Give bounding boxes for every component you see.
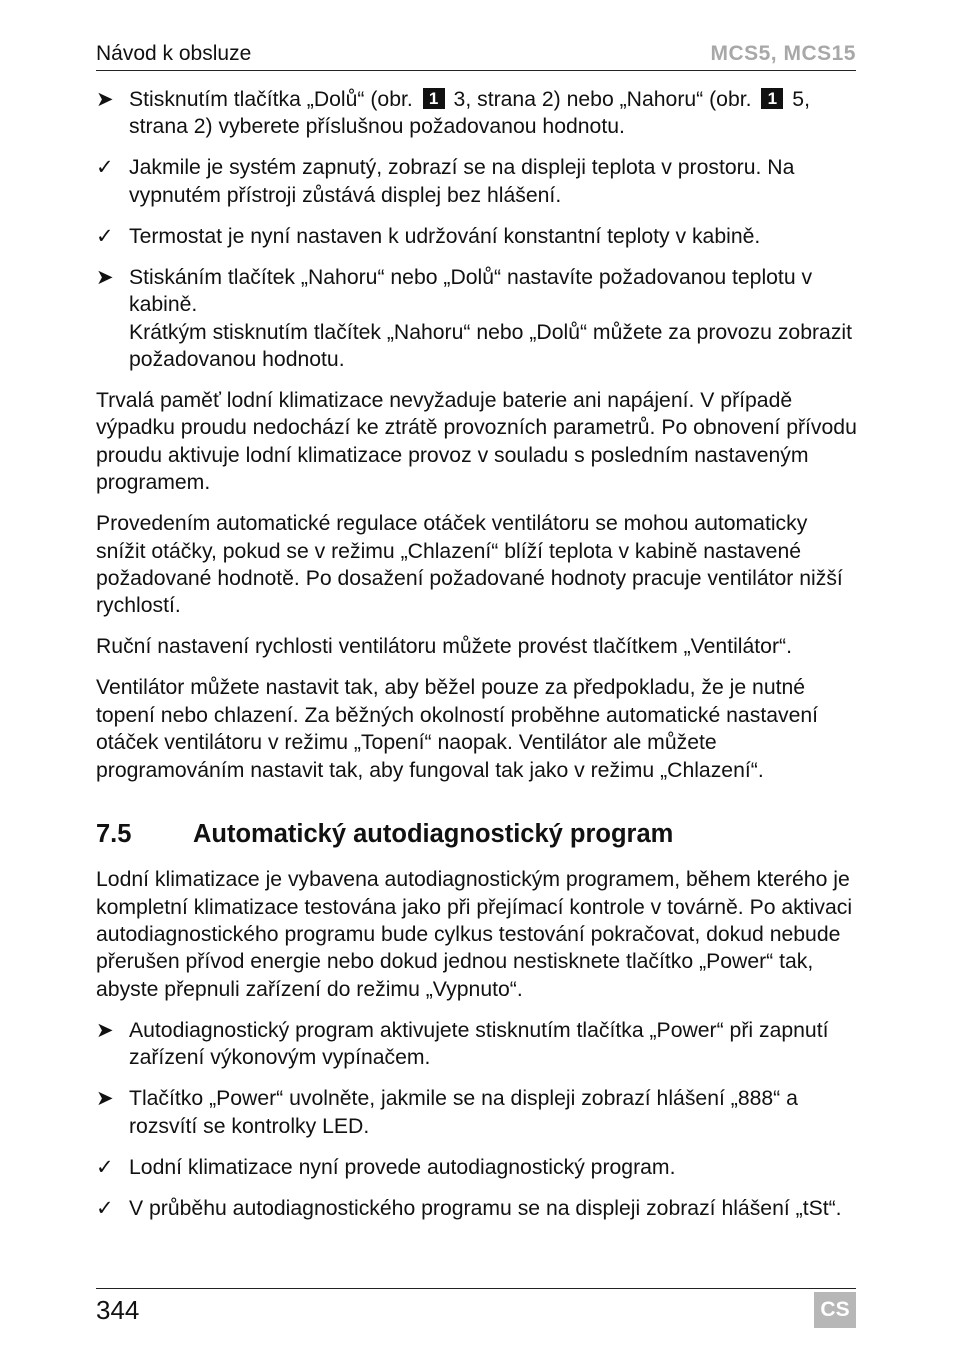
instruction-item	[96, 1017, 858, 1072]
arrow-icon: ➤	[96, 265, 114, 289]
result-item	[96, 223, 858, 250]
item-text: Termostat je nyní nastaven k udržování konstantní teploty v kabině.	[129, 224, 761, 248]
figure-ref-badge: 1	[761, 88, 783, 109]
item-text: Autodiagnostický program aktivujete stisknutím tlačítka „Power“ při zapnutí zařízení výkonovým vypínačem.	[129, 1018, 829, 1070]
result-item	[96, 1154, 858, 1181]
instruction-item	[96, 1085, 858, 1140]
section-title: Automatický autodiagnostický program	[193, 820, 674, 849]
result-item	[96, 154, 858, 209]
check-icon: ✓	[96, 156, 114, 180]
body-paragraph: Ruční nastavení rychlosti ventilátoru můžete provést tlačítkem „Ventilátor“.	[96, 635, 792, 659]
arrow-icon: ➤	[96, 1018, 114, 1042]
section-number: 7.5	[96, 820, 132, 849]
check-icon: ✓	[96, 1155, 114, 1179]
check-icon: ✓	[96, 1196, 114, 1220]
arrow-icon: ➤	[96, 1087, 114, 1111]
page-content	[96, 86, 858, 1236]
check-icon: ✓	[96, 224, 114, 248]
language-badge: CS	[814, 1292, 856, 1328]
page-number: 344	[96, 1295, 140, 1325]
page-footer	[96, 1288, 856, 1329]
item-text: 5, strana 2) vyberete příslušnou požadovanou hodnotu.	[129, 88, 810, 139]
item-text: Stiskáním tlačítek „Nahoru“ nebo „Dolů“ nastavíte požadovanou teplotu v kabině.	[129, 265, 813, 317]
body-paragraph: Ventilátor můžete nastavit tak, aby běžel pouze za předpokladu, že je nutné topení nebo chlazení. Za běžných okolností proběhne automatické nastavení otáček ventilátoru v režimu „Topení“ naopak. Ventilátor ale můžete programováním nastavit tak, aby fungoval tak jako v režimu „Chlazení“.	[96, 676, 819, 782]
body-paragraph: Trvalá paměť lodní klimatizace nevyžaduje baterie ani napájení. V případě výpadku proudu nedochází ke ztrátě provozních parametrů. Po obnovení přívodu proudu aktivuje lodní klimatizace provoz v souladu s posledním nastaveným programem.	[96, 389, 857, 495]
item-text: Krátkým stisknutím tlačítek „Nahoru“ nebo „Dolů“ můžete za provozu zobrazit požadovanou hodnotu.	[129, 320, 853, 372]
header-title: Návod k obsluze	[96, 42, 252, 65]
page-header	[96, 40, 856, 71]
item-text: 3, strana 2) nebo „Nahoru“ (obr.	[453, 88, 752, 111]
result-item	[96, 1195, 858, 1222]
arrow-icon: ➤	[96, 88, 114, 111]
instruction-item	[96, 86, 858, 141]
item-text: Lodní klimatizace nyní provede autodiagnostický program.	[129, 1155, 676, 1179]
section-heading	[96, 816, 858, 852]
item-text: Tlačítko „Power“ uvolněte, jakmile se na displeji zobrazí hlášení „888“ a rozsvítí se kontrolky LED.	[129, 1087, 798, 1138]
item-text: V průběhu autodiagnostického programu se na displeji zobrazí hlášení „tSt“.	[129, 1196, 842, 1220]
header-model: MCS5, MCS15	[710, 42, 856, 65]
item-text: Jakmile je systém zapnutý, zobrazí se na displeji teplota v prostoru. Na vypnutém přístroji zůstává displej bez hlášení.	[129, 156, 795, 207]
instruction-item	[96, 264, 858, 374]
body-paragraph: Provedením automatické regulace otáček ventilátoru se mohou automaticky snížit otáčky, pokud se v režimu „Chlazení“ blíží teplota v kabině nastavené požadované hodnotě. Po dosažení požadované hodnoty pracuje ventilátor nižší rychlostí.	[96, 512, 843, 618]
item-text: Stisknutím tlačítka „Dolů“ (obr.	[129, 88, 413, 111]
body-paragraph: Lodní klimatizace je vybavena autodiagnostickým programem, během kterého je kompletní klimatizace testována jako při přejímací kontrole v továrně. Po aktivaci autodiagnostického programu bude cylkus testování pokračovat, dokud nebude přerušen přívod energie nebo dokud jednou nestisknete tlačítko „Power“ tak, abyste přepnuli zařízení do režimu „Vypnuto“.	[96, 868, 853, 1001]
figure-ref-badge: 1	[423, 88, 445, 109]
